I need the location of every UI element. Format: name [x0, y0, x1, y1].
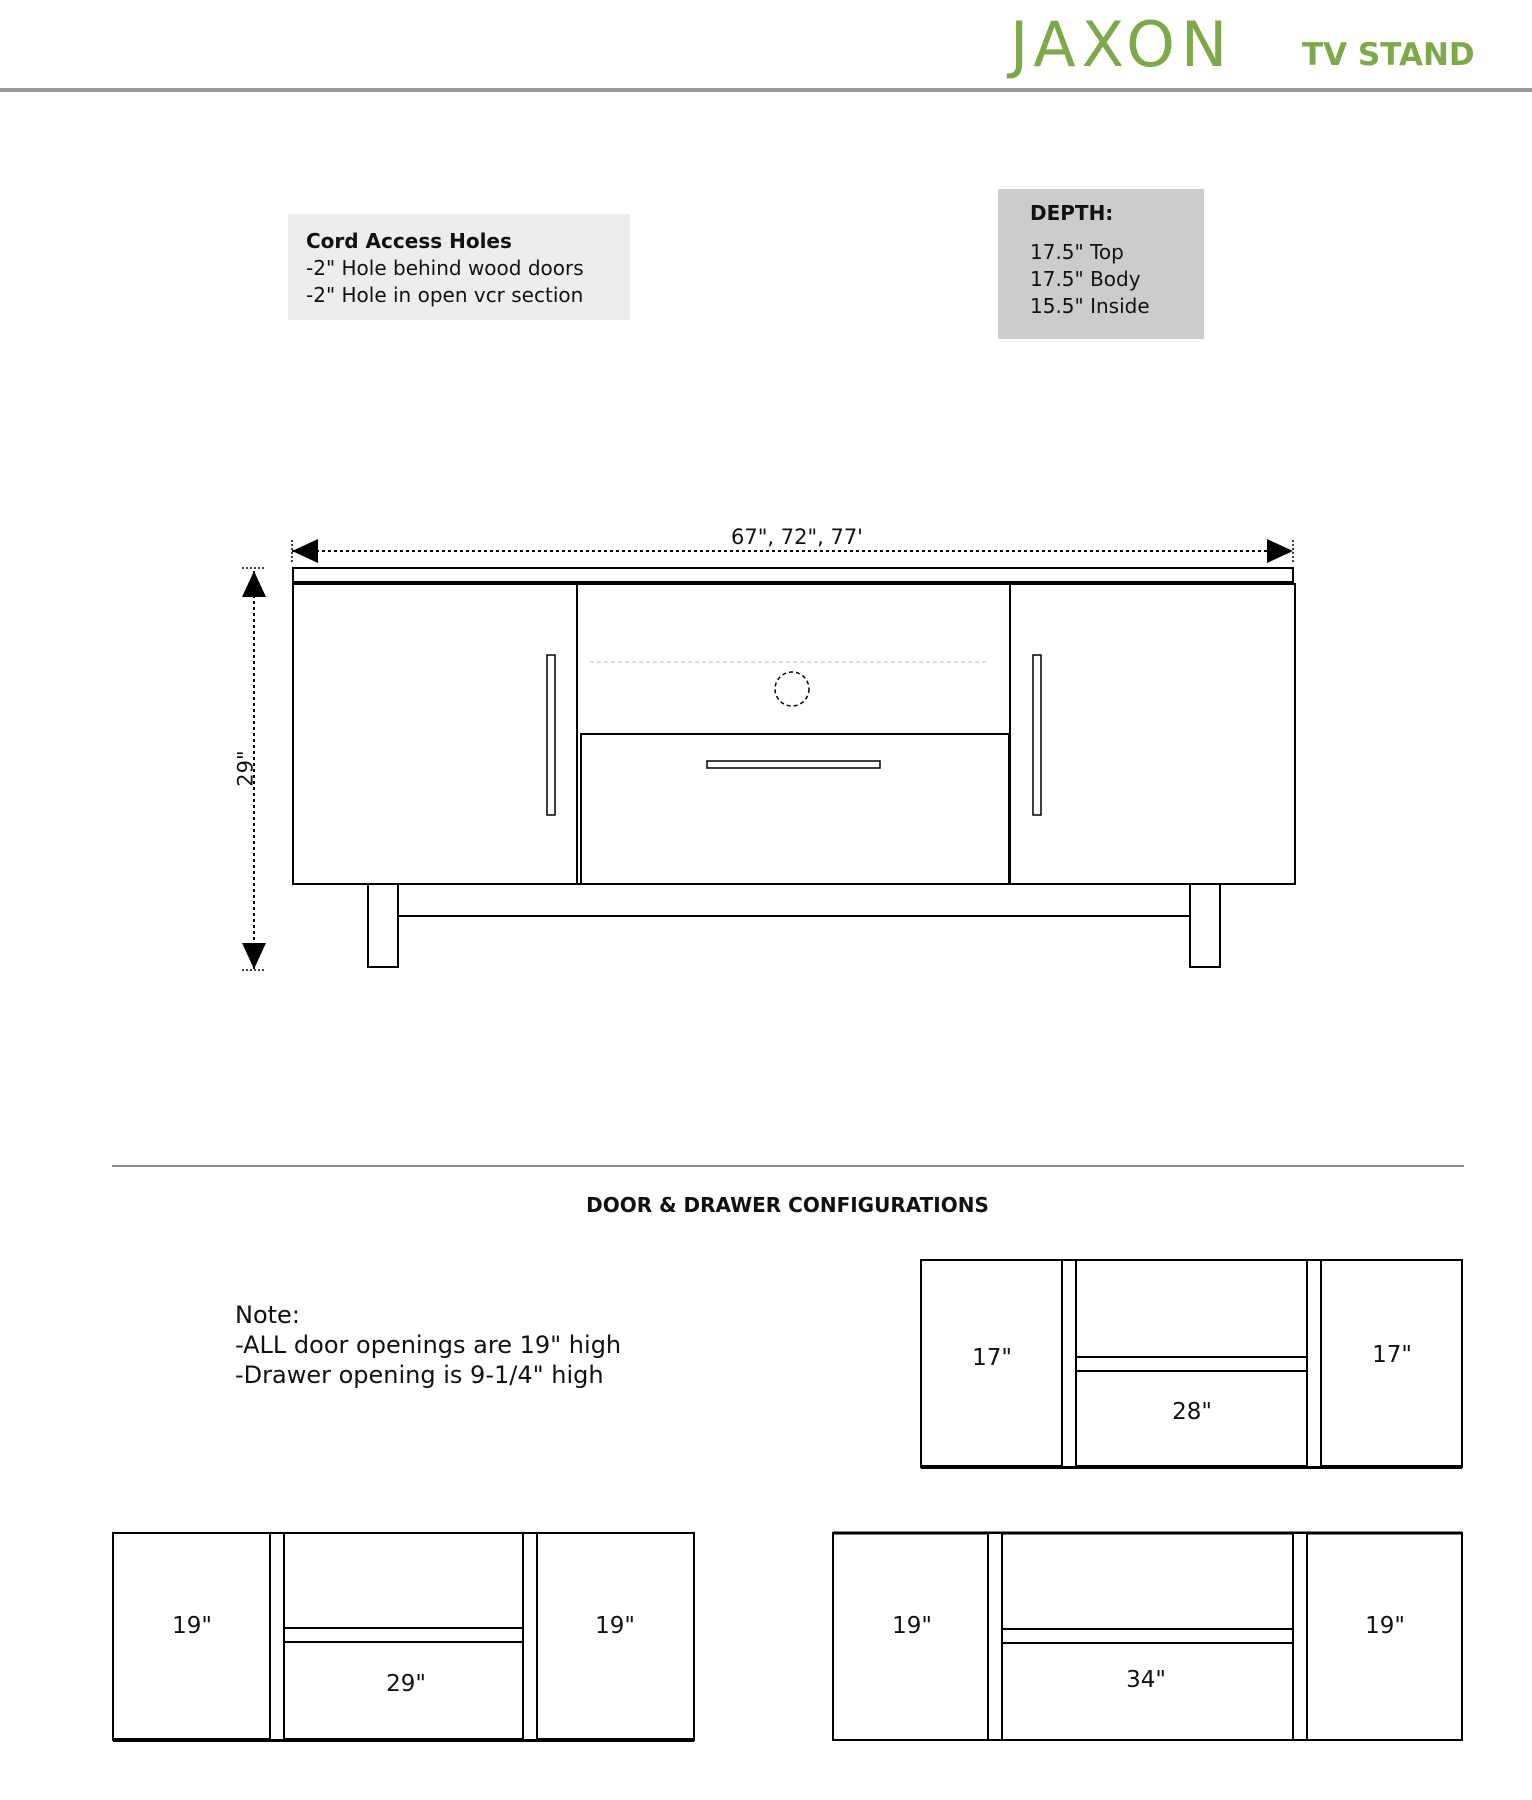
- config-large-left-label: 19": [892, 1613, 932, 1639]
- depth-line: 15.5" Inside: [1030, 294, 1150, 318]
- brand-logo: JAXON: [1010, 8, 1234, 81]
- left-leg: [368, 884, 398, 967]
- width-label: 67", 72", 77': [731, 525, 863, 549]
- section-divider: [112, 1165, 1464, 1167]
- right-door-handle: [1033, 655, 1041, 815]
- base-stretcher: [398, 884, 1190, 916]
- height-label: 29": [233, 750, 258, 787]
- config-medium-left-label: 19": [172, 1613, 212, 1639]
- depth-line: 17.5" Body: [1030, 267, 1141, 291]
- config-small-right-label: 17": [1372, 1342, 1412, 1368]
- config-medium-drawer-label: 29": [386, 1671, 426, 1697]
- note-line: -ALL door openings are 19" high: [235, 1331, 622, 1359]
- cord-access-line: -2" Hole behind wood doors: [306, 256, 584, 280]
- right-door: [1010, 584, 1295, 884]
- config-medium-right-label: 19": [595, 1613, 635, 1639]
- left-door: [293, 584, 577, 884]
- note-line: -Drawer opening is 9-1/4" high: [235, 1361, 604, 1389]
- config-large-right-label: 19": [1365, 1613, 1405, 1639]
- config-large-drawer-label: 34": [1126, 1667, 1166, 1693]
- config-small-drawer-label: 28": [1172, 1399, 1212, 1425]
- top-plank: [293, 568, 1293, 582]
- note-line: Note:: [235, 1301, 300, 1329]
- drawer-handle: [707, 761, 880, 768]
- depth-title: DEPTH:: [1030, 201, 1114, 225]
- center-drawer: [581, 734, 1009, 884]
- cord-access-line: -2" Hole in open vcr section: [306, 283, 584, 307]
- config-title: DOOR & DRAWER CONFIGURATIONS: [586, 1193, 989, 1217]
- product-title: TV STAND: [1302, 37, 1475, 73]
- right-leg: [1190, 884, 1220, 967]
- config-small-left-label: 17": [972, 1345, 1012, 1371]
- depth-line: 17.5" Top: [1030, 240, 1124, 264]
- config-note: [235, 1300, 621, 1390]
- left-door-handle: [547, 655, 555, 815]
- cord-access-title: Cord Access Holes: [306, 229, 512, 253]
